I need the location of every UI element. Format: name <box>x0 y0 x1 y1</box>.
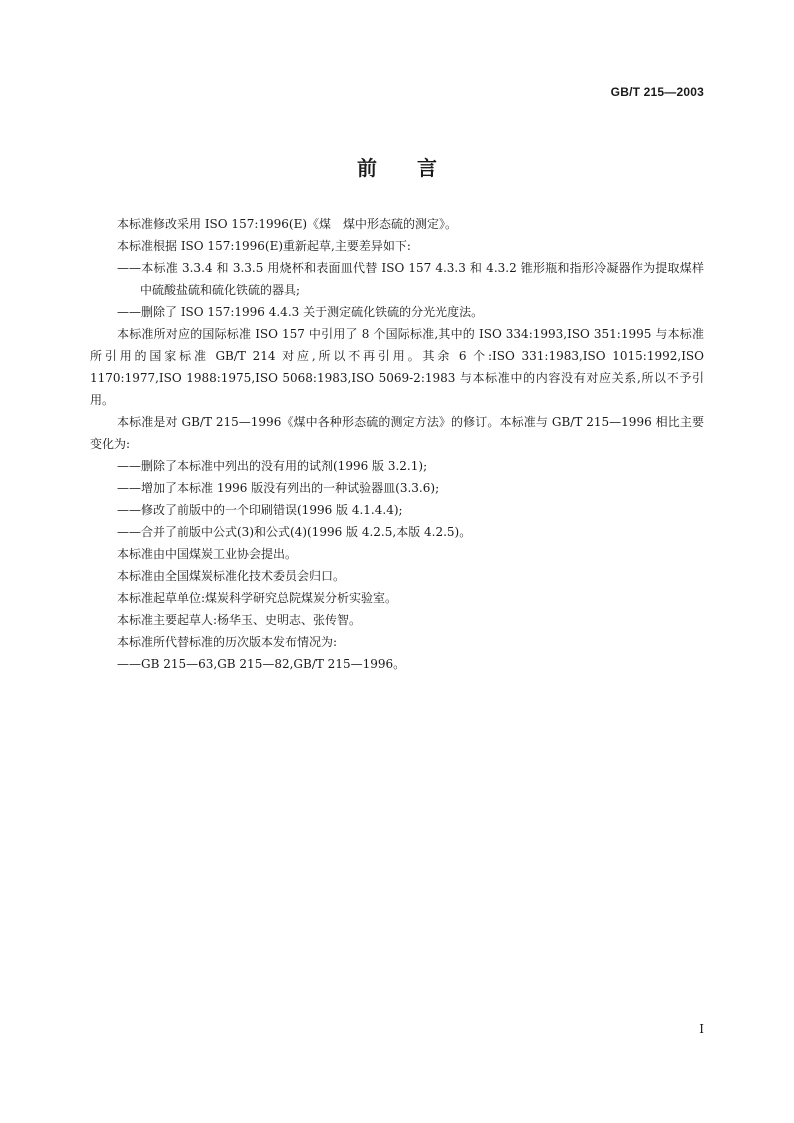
list-item: ——GB 215—63,GB 215—82,GB/T 215—1996。 <box>117 657 406 671</box>
paragraph: 本标准所对应的国际标准 ISO 157 中引用了 8 个国际标准,其中的 ISO 334:1993,ISO 351:1995 与本标准所引用的国家标准 GB/T 214 对应,所以不再引用。其余 6 个:ISO 331:1983,ISO 1015:1992,ISO 1170:1977,ISO 1988:1975,ISO 5068:1983,ISO 5069-2:1983 与本标准中的内容没有对应关系,所以不予引用。 <box>90 327 704 407</box>
paragraph: 本标准起草单位:煤炭科学研究总院煤炭分析实验室。 <box>117 591 398 605</box>
list-item: ——增加了本标准 1996 版没有列出的一种试验器皿(3.3.6); <box>117 481 440 495</box>
list-item: ——修改了前版中的一个印刷错误(1996 版 4.1.4.4); <box>117 503 403 517</box>
list-item: ——删除了本标准中列出的没有用的试剂(1996 版 3.2.1); <box>117 459 428 473</box>
paragraph: 本标准所代替标准的历次版本发布情况为: <box>117 635 338 649</box>
page-number: I <box>699 1022 704 1036</box>
list-item: ——合并了前版中公式(3)和公式(4)(1996 版 4.2.5,本版 4.2.5)。 <box>117 525 472 539</box>
paragraph: 本标准由全国煤炭标准化技术委员会归口。 <box>117 569 346 583</box>
paragraph: 本标准主要起草人:杨华玉、史明志、张传智。 <box>117 613 362 627</box>
paragraph: 本标准由中国煤炭工业协会提出。 <box>117 547 298 561</box>
paragraph: 本标准修改采用 ISO 157:1996(E)《煤 煤中形态硫的测定》。 <box>117 217 458 231</box>
paragraph: 本标准是对 GB/T 215—1996《煤中各种形态硫的测定方法》的修订。本标准与 GB/T 215—1996 相比主要变化为: <box>90 415 704 451</box>
list-item: ——删除了 ISO 157:1996 4.4.3 关于测定硫化铁硫的分光光度法。 <box>117 305 484 319</box>
standard-code: GB/T 215—2003 <box>610 85 704 99</box>
paragraph: 本标准根据 ISO 157:1996(E)重新起草,主要差异如下: <box>117 239 411 253</box>
page-title: 前言 <box>357 156 477 180</box>
list-item: ——本标准 3.3.4 和 3.3.5 用烧杯和表面皿代替 ISO 157 4.3.3 和 4.3.2 锥形瓶和指形冷凝器作为提取煤样中硫酸盐硫和硫化铁硫的器具; <box>117 261 704 297</box>
foreword-body <box>90 213 704 675</box>
